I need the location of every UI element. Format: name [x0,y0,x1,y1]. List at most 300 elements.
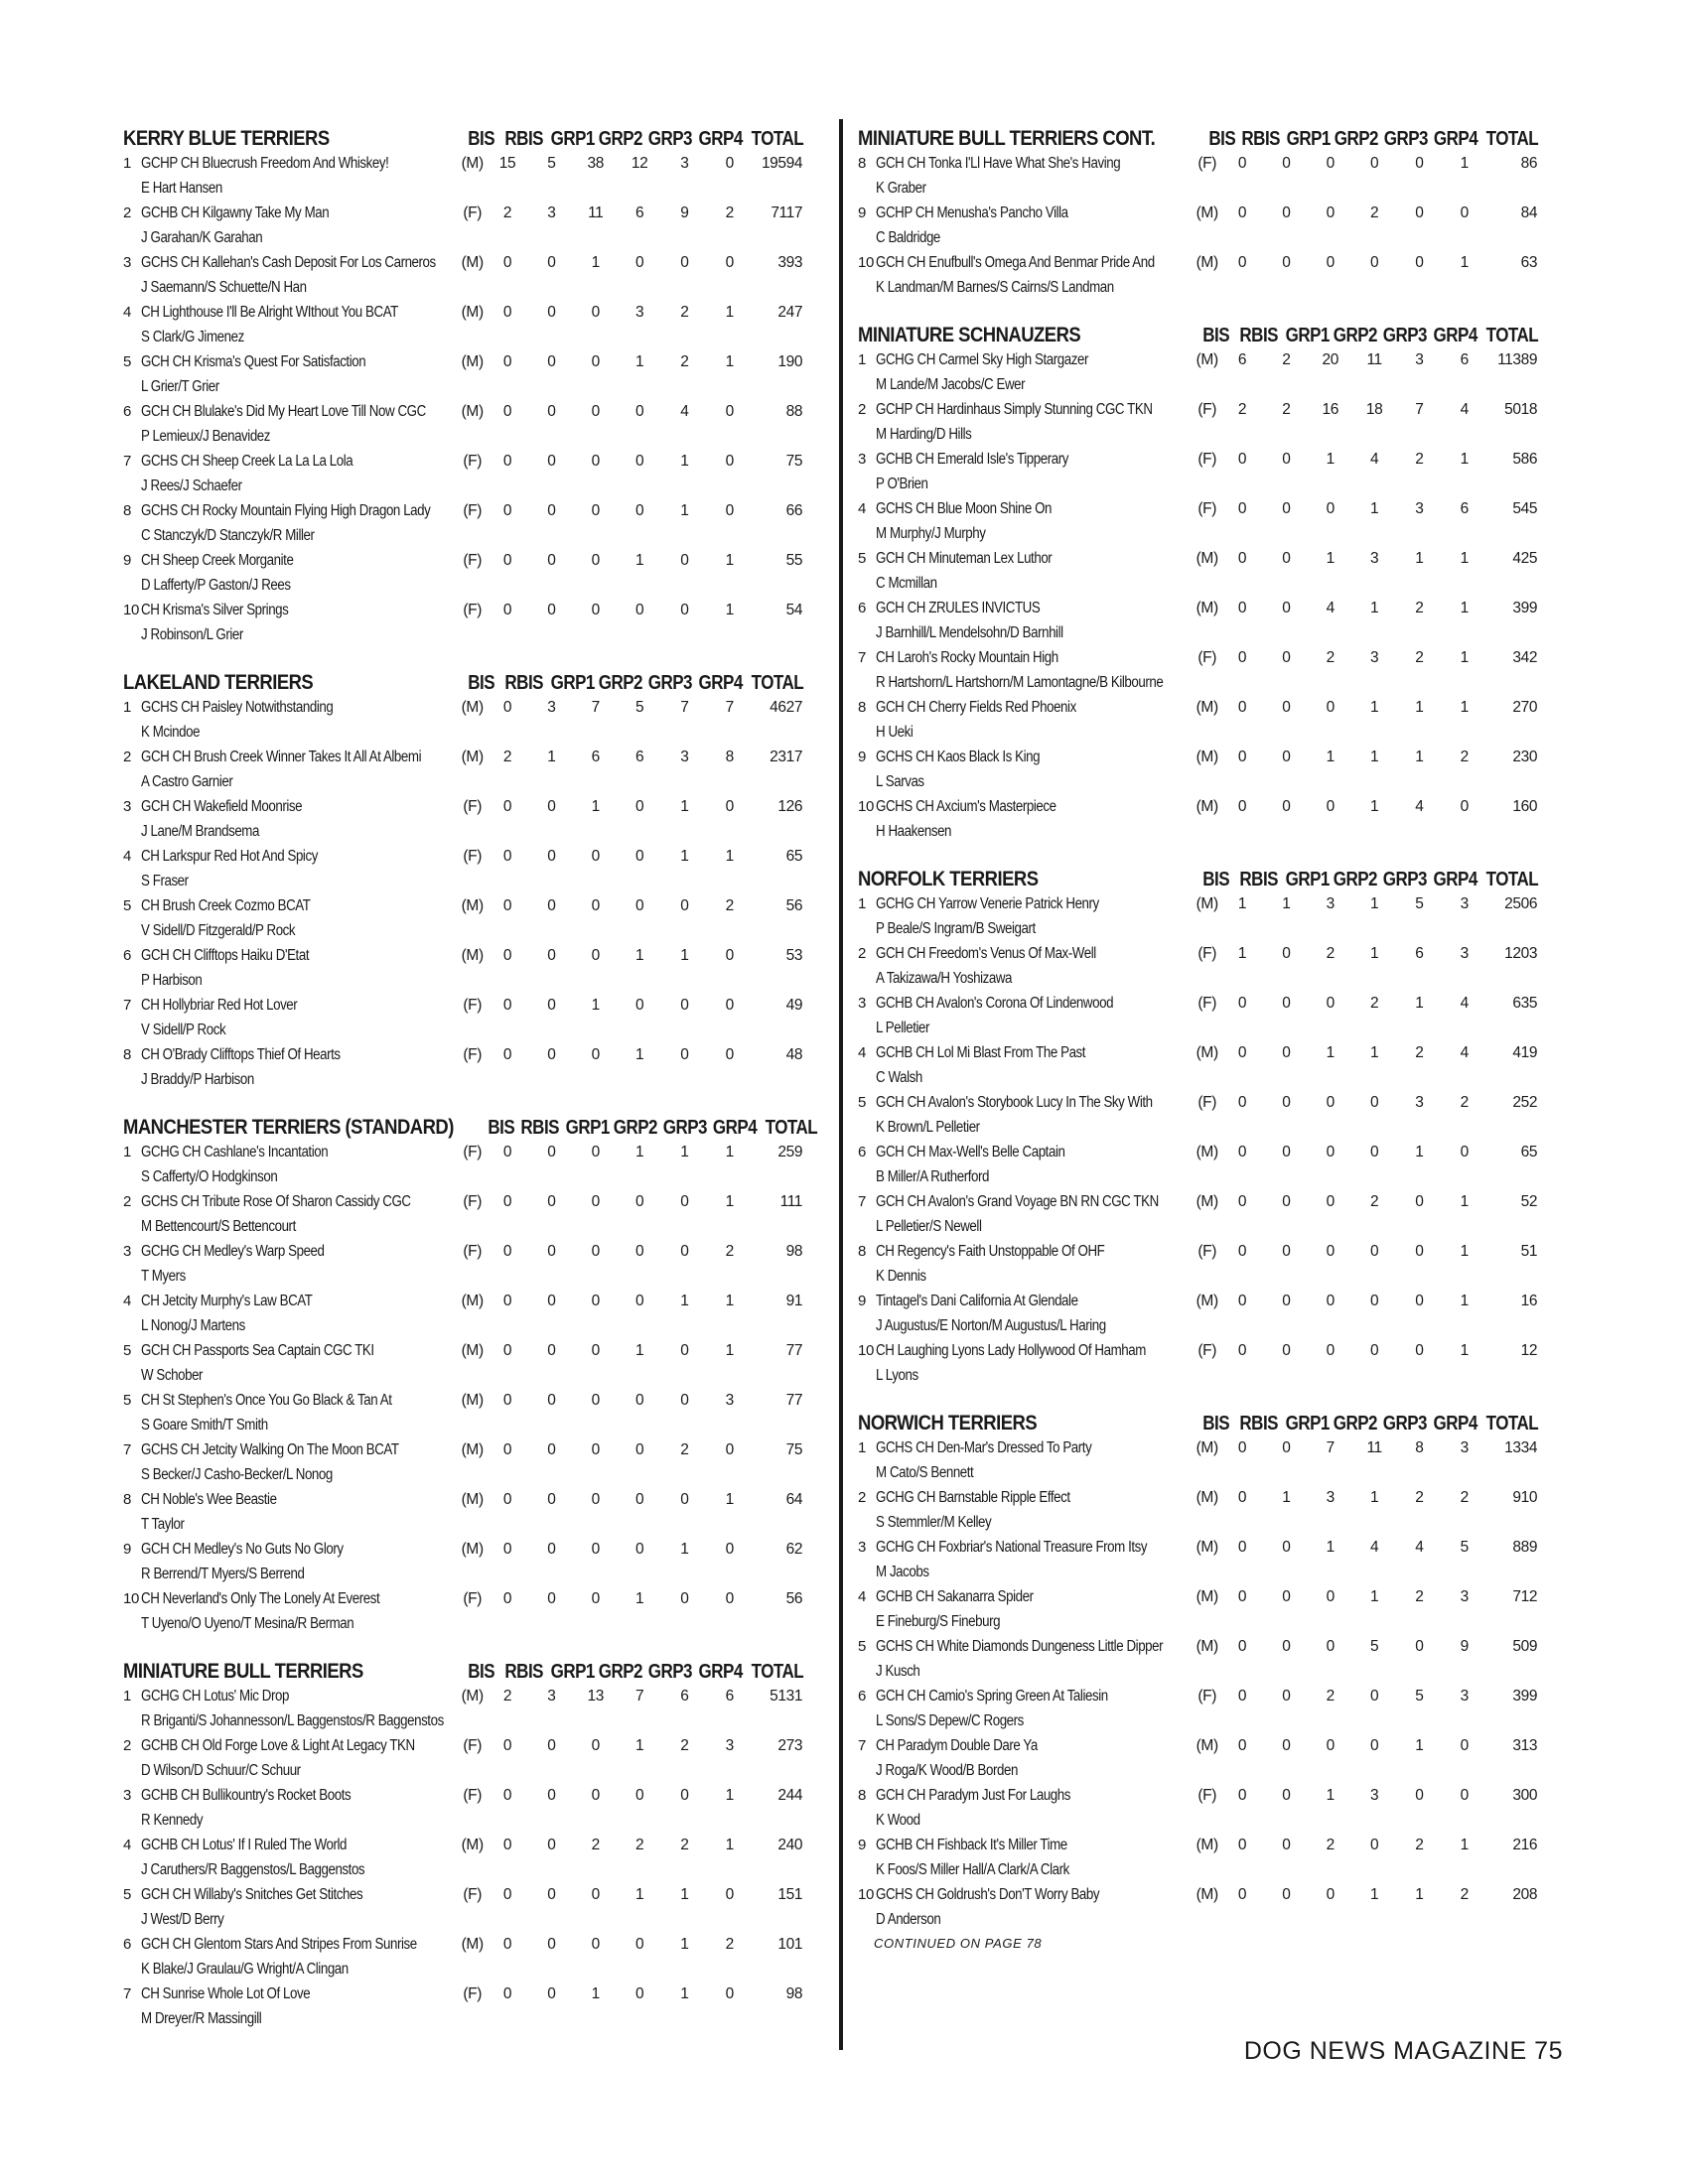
rank-number: 8 [858,1787,866,1804]
dog-name: GCH CH Minuteman Lex Luthor [876,550,1053,567]
stat-total: 12 [1520,1342,1538,1359]
ranking-entry [858,695,1543,745]
owner-names: M Murphy/J Murphy [876,525,986,542]
stat-grp1: 0 [1326,1293,1335,1309]
stat-grp1: 1 [1326,749,1335,765]
ranking-entry [858,1684,1543,1733]
rank-number: 10 [123,1590,139,1607]
stat-grp2: 0 [1370,1837,1379,1853]
dog-info [876,1338,1194,1388]
ranking-entry [123,598,808,647]
section-header [858,318,1543,347]
stat-rbis: 0 [1282,205,1291,221]
ranking-entry [123,745,808,794]
owner-names: K Landman/M Barnes/S Cairns/S Landman [876,279,1114,296]
rank-number: 5 [123,1886,131,1903]
column-header-grp3: GRP3 [1383,128,1429,150]
column-header-rbis: RBIS [1241,128,1280,150]
stat-grp2: 2 [1370,995,1379,1012]
stat-total: 509 [1512,1638,1538,1655]
stat-bis: 0 [1237,1144,1247,1160]
column-header-grp4: GRP4 [698,672,743,694]
stat-rbis: 0 [547,1144,556,1160]
rank-number: 1 [123,1688,131,1705]
dog-sex: (F) [463,453,482,470]
section-header [123,121,808,151]
dog-name: CH Laroh's Rocky Mountain High [876,649,1058,666]
rank-number: 2 [123,1193,131,1210]
column-header-grp3: GRP3 [1382,325,1427,346]
dog-info [141,1140,459,1189]
stat-bis: 0 [1237,1837,1247,1853]
stat-grp2: 6 [635,205,644,221]
stat-rbis: 0 [547,848,556,865]
stat-total: 313 [1512,1737,1538,1754]
ranking-entry [123,1537,808,1586]
stat-grp3: 1 [1415,550,1424,567]
section-header [858,1406,1543,1435]
stat-grp1: 0 [1326,798,1335,815]
stat-grp2: 0 [635,1787,644,1804]
ranking-entry [123,1189,808,1239]
dog-info [876,397,1194,447]
dog-name: GCHB CH Old Forge Love & Light At Legacy TKN [141,1737,415,1754]
rank-number: 5 [123,1392,131,1409]
dog-name: GCH CH Clifftops Haiku D'Etat [141,947,310,964]
column-header-total: TOTAL [751,672,804,694]
ranking-entry [858,794,1543,844]
stat-grp3: 0 [1415,1193,1424,1210]
ranking-entry [123,1932,808,1981]
stat-grp4: 2 [725,1936,734,1953]
dog-sex: (F) [463,1985,482,2002]
dog-name: GCHG CH Cashlane's Incantation [141,1144,329,1160]
stat-total: 7117 [771,205,803,221]
stat-grp2: 12 [631,155,648,172]
stat-grp3: 1 [680,1886,689,1903]
stat-grp3: 4 [680,403,689,420]
owner-names: A Castro Garnier [141,773,233,790]
stat-rbis: 0 [547,502,556,519]
entries-list [123,1684,808,2031]
dog-name: Tintagel's Dani California At Glendale [876,1293,1078,1309]
dog-info [876,1882,1194,1932]
rank-number: 1 [858,895,866,912]
breed-title: KERRY BLUE TERRIERS [123,127,330,150]
dog-name: GCHS CH Paisley Notwithstanding [141,699,334,716]
dog-info [141,1537,459,1586]
page-footer: DOG NEWS MAGAZINE 75 [1243,2037,1563,2065]
stat-grp4: 2 [1460,1489,1469,1506]
ranking-entry [858,397,1543,447]
dog-sex: (M) [1196,699,1218,716]
rank-number: 4 [123,1837,131,1853]
stat-grp3: 6 [1415,945,1424,962]
stat-total: 54 [785,602,803,618]
dog-sex: (M) [461,353,484,370]
stat-rbis: 0 [547,1392,556,1409]
owner-names: S Stemmler/M Kelley [876,1514,992,1531]
stat-grp4: 0 [725,798,734,815]
dog-info [141,943,459,993]
stat-grp1: 1 [1326,550,1335,567]
stat-bis: 0 [1237,699,1247,716]
stat-bis: 15 [498,155,516,172]
dog-name: GCH CH Freedom's Venus Of Max-Well [876,945,1096,962]
dog-info [141,399,459,449]
rank-number: 5 [123,897,131,914]
owner-names: S Cafferty/O Hodgkinson [141,1168,278,1185]
rank-number: 1 [123,699,131,716]
column-header-total: TOTAL [765,1117,818,1139]
stat-rbis: 0 [1282,1688,1291,1705]
dog-sex: (M) [461,1342,484,1359]
column-header-rbis: RBIS [1239,325,1279,346]
stat-grp1: 0 [591,1342,600,1359]
rank-number: 9 [858,1837,866,1853]
stat-grp2: 0 [635,403,644,420]
stat-grp1: 0 [1326,1638,1335,1655]
stat-rbis: 5 [547,155,556,172]
stat-grp1: 0 [1326,254,1335,271]
dog-name: GCHG CH Yarrow Venerie Patrick Henry [876,895,1099,912]
stat-bis: 0 [502,304,512,321]
stat-grp4: 5 [1460,1539,1469,1556]
stat-grp2: 0 [1370,1688,1379,1705]
stat-grp4: 9 [1460,1638,1469,1655]
column-header-grp2: GRP2 [598,128,642,150]
stat-grp3: 1 [1415,699,1424,716]
dog-info [876,891,1194,941]
stat-grp1: 0 [1326,1588,1335,1605]
stat-bis: 0 [502,699,512,716]
stat-grp3: 1 [680,453,689,470]
stat-grp4: 1 [1460,1837,1469,1853]
stat-grp1: 1 [1326,451,1335,468]
stat-grp1: 0 [591,1590,600,1607]
rank-number: 10 [858,1342,874,1359]
dog-info [876,1535,1194,1584]
dog-sex: (F) [1197,451,1216,468]
ranking-entry [858,1140,1543,1189]
stat-grp2: 1 [635,1144,644,1160]
breed-section [123,1110,818,1636]
dog-info [141,993,459,1042]
dog-sex: (M) [461,947,484,964]
dog-sex: (F) [463,205,482,221]
dog-name: GCH CH Wakefield Moonrise [141,798,303,815]
stat-grp2: 0 [635,1392,644,1409]
stat-grp2: 11 [1366,1439,1382,1456]
stat-bis: 2 [1237,401,1247,418]
column-header-total: TOTAL [1485,869,1539,890]
ranking-entry [858,1882,1543,1932]
column-header-grp3: GRP3 [647,672,692,694]
stat-grp2: 2 [1370,1193,1379,1210]
rank-number: 7 [858,649,866,666]
stat-grp3: 2 [680,1737,689,1754]
ranking-entry [123,1239,808,1289]
dog-sex: (F) [1197,401,1216,418]
dog-sex: (F) [1197,945,1216,962]
column-header-grp2: GRP2 [1333,325,1377,346]
stat-grp1: 0 [591,897,600,914]
stat-bis: 0 [502,1342,512,1359]
stat-grp1: 1 [591,798,600,815]
stat-grp2: 1 [1370,1588,1379,1605]
stat-grp4: 0 [725,1886,734,1903]
dog-name: GCH CH Paradym Just For Laughs [876,1787,1071,1804]
stat-bis: 0 [1237,749,1247,765]
column-header-grp2: GRP2 [598,1661,642,1683]
owner-names: K Brown/L Pelletier [876,1119,980,1136]
stat-grp1: 0 [1326,1342,1335,1359]
dog-sex: (M) [1196,1737,1218,1754]
section-header [123,1110,818,1140]
rank-number: 9 [858,205,866,221]
stat-grp3: 1 [1415,995,1424,1012]
rank-number: 6 [123,403,131,420]
stat-grp3: 0 [1415,1787,1424,1804]
stat-grp1: 0 [591,1787,600,1804]
owner-names: R Kennedy [141,1812,204,1829]
stat-grp1: 0 [1326,1193,1335,1210]
stat-rbis: 0 [1282,500,1291,517]
dog-info [876,991,1194,1040]
column-header-grp2: GRP2 [613,1117,657,1139]
stat-grp4: 7 [725,699,734,716]
section-header [858,121,1543,151]
stat-grp1: 0 [591,353,600,370]
stat-grp4: 0 [725,1541,734,1558]
stat-total: 2506 [1504,895,1538,912]
stat-grp3: 0 [680,1590,689,1607]
stat-rbis: 3 [547,1688,556,1705]
ranking-entry [858,1833,1543,1882]
stat-rbis: 0 [547,353,556,370]
stat-bis: 0 [502,1193,512,1210]
stat-grp3: 0 [1415,1638,1424,1655]
dog-info [141,1783,459,1833]
stat-bis: 0 [502,1243,512,1260]
stat-rbis: 0 [1282,1886,1291,1903]
stat-total: 247 [777,304,803,321]
owner-names: B Miller/A Rutherford [876,1168,990,1185]
rank-number: 6 [858,600,866,616]
owner-names: J Lane/M Brandsema [141,823,260,840]
stat-total: 11389 [1497,351,1538,368]
stat-grp1: 0 [591,453,600,470]
stat-bis: 0 [502,1936,512,1953]
dog-sex: (M) [1196,895,1218,912]
owner-names: P Lemieux/J Benavidez [141,428,271,445]
stat-rbis: 0 [1282,254,1291,271]
stat-grp1: 3 [1326,895,1335,912]
dog-sex: (M) [461,1936,484,1953]
rank-number: 3 [858,1539,866,1556]
dog-sex: (M) [1196,1044,1218,1061]
stat-total: 53 [785,947,803,964]
stat-grp2: 1 [1370,945,1379,962]
stat-grp2: 0 [1370,1243,1379,1260]
stat-bis: 2 [502,1688,512,1705]
stat-bis: 0 [502,1737,512,1754]
rank-number: 6 [858,1688,866,1705]
stat-grp2: 0 [635,997,644,1014]
stat-rbis: 0 [1282,1737,1291,1754]
stat-total: 151 [777,1886,803,1903]
dog-name: GCHB CH Avalon's Corona Of Lindenwood [876,995,1114,1012]
stat-bis: 0 [502,1886,512,1903]
left-column [123,121,818,2049]
stat-grp3: 8 [1415,1439,1424,1456]
owner-names: D Anderson [876,1911,941,1928]
owner-names: P Beale/S Ingram/B Sweigart [876,920,1036,937]
owner-names: L Grier/T Grier [141,378,219,395]
ranking-entry [123,250,808,300]
dog-sex: (F) [463,1886,482,1903]
dog-name: CH Lighthouse I'll Be Alright WIthout You BCAT [141,304,399,321]
stat-grp2: 1 [635,1886,644,1903]
stat-grp2: 1 [635,1590,644,1607]
stat-bis: 0 [502,1441,512,1458]
stat-grp3: 0 [680,897,689,914]
stat-grp2: 1 [1370,895,1379,912]
stat-grp4: 1 [725,1193,734,1210]
stat-total: 91 [785,1293,803,1309]
dog-name: GCH CH Blulake's Did My Heart Love Till Now CGC [141,403,426,420]
stat-grp3: 1 [1415,1886,1424,1903]
dog-sex: (M) [461,1837,484,1853]
dog-sex: (F) [463,997,482,1014]
stat-grp1: 0 [591,552,600,569]
rank-number: 4 [123,848,131,865]
ranking-entry [123,1586,808,1636]
ranking-entry [123,1289,808,1338]
ranking-entry [858,151,1543,201]
column-header-grp4: GRP4 [1433,869,1477,890]
owner-names: E Hart Hansen [141,180,222,197]
stat-total: 889 [1512,1539,1538,1556]
dog-info [876,347,1194,397]
column-header-grp1: GRP1 [1285,1413,1330,1434]
ranking-entry [123,548,808,598]
breed-title: NORFOLK TERRIERS [858,868,1039,890]
stat-bis: 0 [1237,995,1247,1012]
stat-rbis: 0 [547,1886,556,1903]
ranking-entry [858,596,1543,645]
owner-names: K Mcindoe [141,724,201,741]
stat-bis: 0 [1237,205,1247,221]
dog-info [141,1833,459,1882]
rank-number: 8 [858,699,866,716]
ranking-entry [858,745,1543,794]
stat-bis: 0 [502,1144,512,1160]
stat-rbis: 0 [547,947,556,964]
breed-title: NORWICH TERRIERS [858,1412,1038,1434]
stat-grp2: 0 [635,453,644,470]
rank-number: 6 [123,947,131,964]
breed-section [858,318,1543,844]
owner-names: L Pelletier [876,1020,930,1036]
owner-names: J Garahan/K Garahan [141,229,263,246]
owner-names: R Hartshorn/L Hartshorn/M Lamontagne/B Kilbourne [876,674,1164,691]
column-header-rbis: RBIS [504,672,544,694]
owner-names: J Kusch [876,1663,920,1680]
stat-bis: 0 [502,502,512,519]
owner-names: J Saemann/S Schuette/N Han [141,279,307,296]
dog-sex: (M) [1196,798,1218,815]
owner-names: R Briganti/S Johannesson/L Baggenstos/R Baggenstos [141,1712,444,1729]
dog-info [876,645,1194,695]
ranking-entry [123,1437,808,1487]
ranking-entry [123,844,808,893]
column-header-grp3: GRP3 [1382,869,1427,890]
column-header-rbis: RBIS [519,1117,559,1139]
stat-rbis: 0 [1282,451,1291,468]
rank-number: 3 [123,798,131,815]
stat-grp4: 0 [725,155,734,172]
dog-info [141,1733,459,1783]
stat-grp4: 0 [725,997,734,1014]
stat-grp1: 0 [591,1441,600,1458]
stat-grp1: 0 [591,602,600,618]
dog-info [876,596,1194,645]
stat-total: 52 [1520,1193,1538,1210]
dog-sex: (F) [463,552,482,569]
stat-grp4: 1 [725,353,734,370]
stat-total: 342 [1512,649,1538,666]
stat-grp2: 0 [635,1936,644,1953]
stat-grp2: 1 [635,1046,644,1063]
stat-bis: 0 [1237,1439,1247,1456]
stat-bis: 0 [1237,1489,1247,1506]
stat-grp4: 1 [1460,1243,1469,1260]
stat-rbis: 0 [547,997,556,1014]
stat-total: 65 [1520,1144,1538,1160]
rank-number: 10 [858,254,874,271]
column-header-rbis: RBIS [504,1661,544,1683]
entries-list [123,1140,808,1636]
dog-info [141,1189,459,1239]
rank-number: 4 [858,1588,866,1605]
stat-grp4: 1 [725,552,734,569]
stat-grp1: 0 [591,1392,600,1409]
ranking-entry [858,941,1543,991]
dog-name: CH Larkspur Red Hot And Spicy [141,848,319,865]
dog-sex: (F) [1197,1342,1216,1359]
stat-bis: 0 [1237,1094,1247,1111]
dog-sex: (M) [461,1392,484,1409]
stat-rbis: 0 [547,1590,556,1607]
stat-rbis: 0 [1282,1342,1291,1359]
stat-grp1: 0 [591,1491,600,1508]
stat-grp4: 1 [725,1787,734,1804]
rank-number: 3 [123,1243,131,1260]
dog-sex: (M) [461,1541,484,1558]
stat-grp4: 2 [725,1243,734,1260]
stat-rbis: 0 [1282,1837,1291,1853]
rank-number: 5 [858,550,866,567]
stat-total: 77 [785,1342,803,1359]
dog-info [876,1783,1194,1833]
owner-names: J Augustus/E Norton/M Augustus/L Haring [876,1317,1106,1334]
dog-name: GCHS CH Sheep Creek La La La Lola [141,453,353,470]
stat-grp1: 0 [591,947,600,964]
rank-number: 9 [123,1541,131,1558]
stat-grp2: 2 [1370,205,1379,221]
stat-grp2: 0 [635,1541,644,1558]
